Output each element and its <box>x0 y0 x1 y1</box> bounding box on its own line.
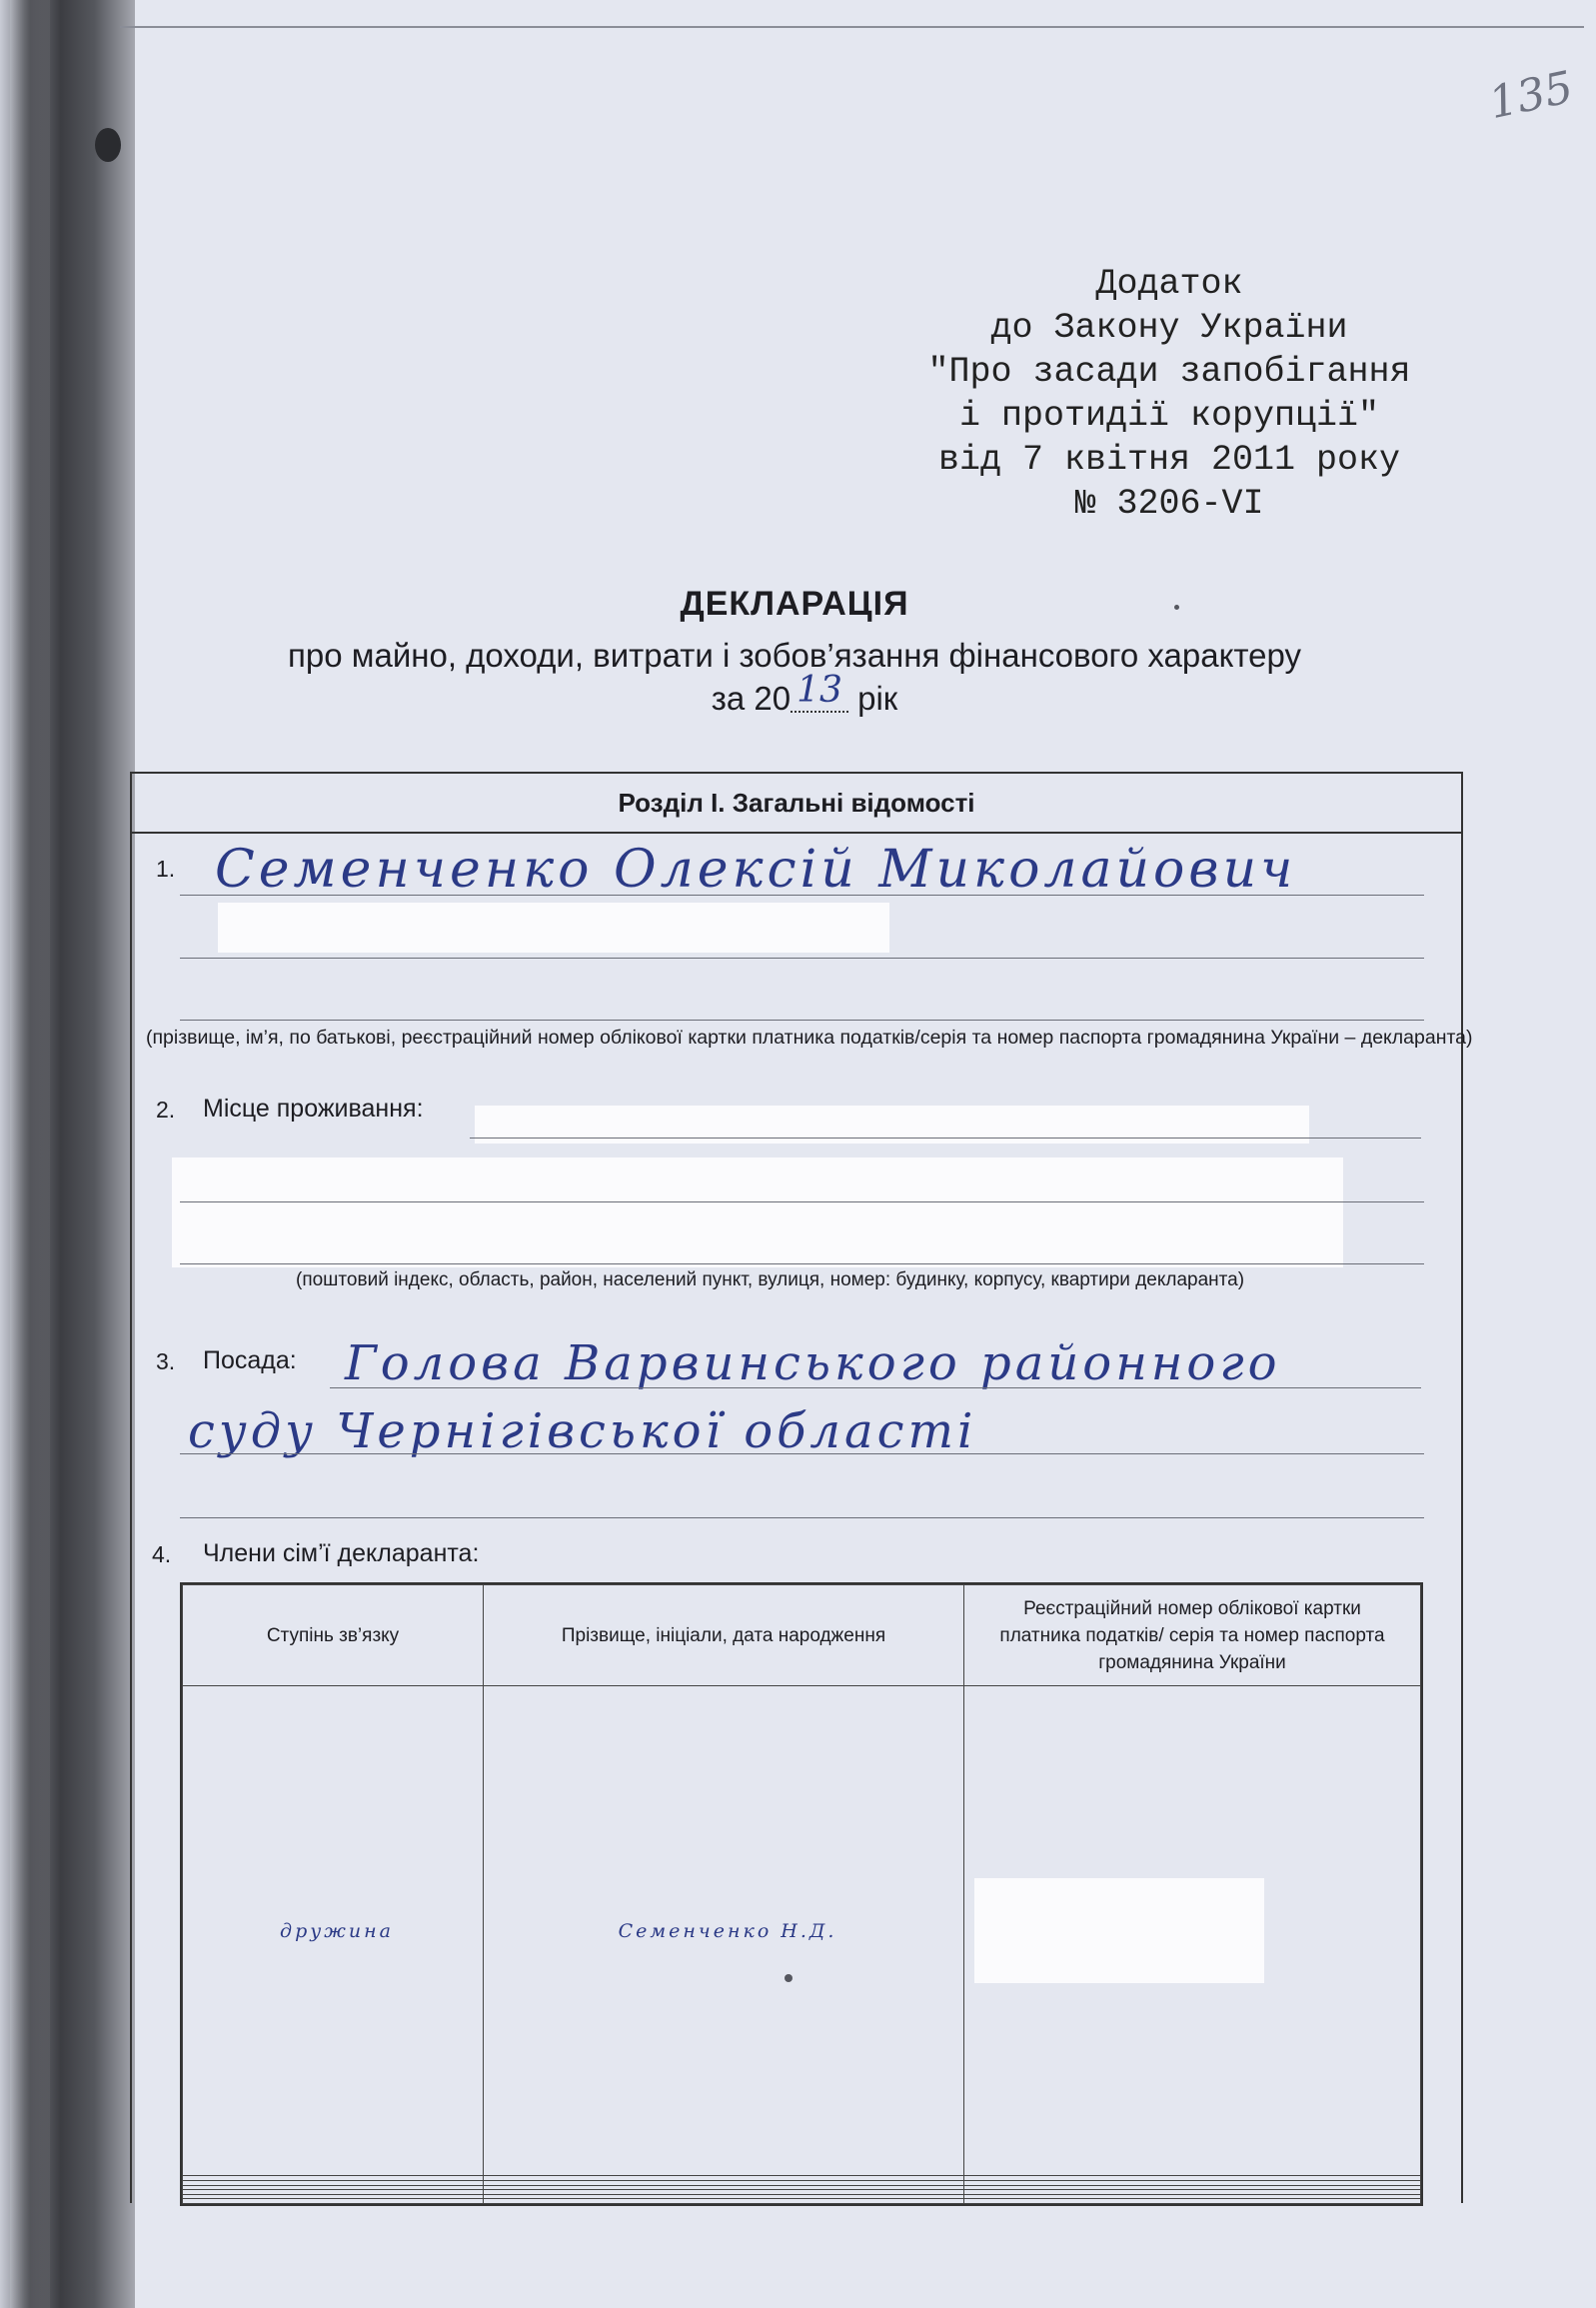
redaction-box <box>172 1157 1343 1267</box>
table-header-row <box>183 1585 1421 1686</box>
form-line <box>180 1201 1424 1202</box>
family-members-table <box>180 1582 1423 2206</box>
scan-speck <box>785 1974 793 1982</box>
name-cell: Семенченко Н.Д. <box>484 1686 964 2176</box>
column-header-tax-id: Реєстраційний номер облікової картки платника податків/ серія та номер паспорта громадянина України <box>964 1585 1421 1686</box>
table-row <box>183 1686 1421 2176</box>
empty-cell <box>484 2199 964 2204</box>
declarant-name-handwritten: Семенченко Олексій Миколайович <box>215 840 1297 900</box>
scan-speck <box>1174 605 1179 610</box>
binding-shadow-highlight <box>10 0 50 2308</box>
section-title: Розділ I. Загальні відомості <box>132 774 1461 834</box>
law-reference-line: № 3206-VI <box>1074 484 1264 524</box>
form-line <box>180 1263 1424 1264</box>
item1-caption: (прізвище, ім’я, по батькові, реєстраційний номер облікової картки платника податків/серія та номер паспорта громадянина України – декларанта) <box>146 1027 1473 1049</box>
form-line <box>470 1138 1421 1139</box>
column-header-name: Прізвище, ініціали, дата народження <box>484 1585 964 1686</box>
tax-id-cell <box>964 1686 1421 2176</box>
document-title: ДЕКЛАРАЦІЯ <box>680 585 909 623</box>
punch-hole <box>95 128 121 162</box>
position-handwritten-line2: суду Чернігівської області <box>188 1403 977 1459</box>
law-reference-line: від 7 квітня 2011 року <box>937 440 1401 480</box>
form-line <box>180 1453 1424 1454</box>
position-handwritten-line1: Голова Варвинського районного <box>345 1335 1281 1391</box>
year-suffix: рік <box>857 680 898 717</box>
year-prefix: за 20 <box>711 680 792 717</box>
form-line <box>330 1387 1421 1388</box>
law-reference-line: Додаток <box>1095 264 1243 304</box>
item-number: 4. <box>152 1541 172 1567</box>
empty-cell <box>964 2199 1421 2204</box>
law-reference <box>859 262 1479 526</box>
column-header-relation: Ступінь зв’язку <box>183 1585 484 1686</box>
redaction-box <box>974 1878 1264 1983</box>
empty-cell <box>183 2199 484 2204</box>
form-line <box>180 1517 1424 1518</box>
law-reference-line: до Закону України <box>990 308 1348 348</box>
document-year <box>690 670 919 719</box>
form-line <box>180 1020 1424 1021</box>
item2-caption: (поштовий індекс, область, район, населений пункт, вулиця, номер: будинку, корпусу, квартири декларанта) <box>296 1269 1245 1290</box>
item-number: 3. <box>156 1348 176 1374</box>
year-handwritten: 13 <box>791 670 848 713</box>
relation-cell: дружина <box>183 1686 484 2176</box>
form-line <box>180 895 1424 896</box>
law-reference-line: і протидії корупції" <box>958 396 1380 436</box>
family-members-label: Члени сім’ї декларанта: <box>203 1539 480 1567</box>
page-number: 135 <box>1484 61 1578 130</box>
table-row <box>183 2199 1421 2204</box>
top-edge-line <box>120 26 1584 28</box>
item-number: 1. <box>156 856 176 882</box>
document-subtitle: про майно, доходи, витрати і зобов’язання фінансового характеру <box>288 637 1301 674</box>
residence-label: Місце проживання: <box>203 1095 424 1123</box>
item-number: 2. <box>156 1097 176 1123</box>
redaction-box <box>218 903 889 953</box>
law-reference-line: "Про засади запобігання <box>927 352 1411 392</box>
form-line <box>180 958 1424 959</box>
position-label: Посада: <box>203 1346 297 1374</box>
